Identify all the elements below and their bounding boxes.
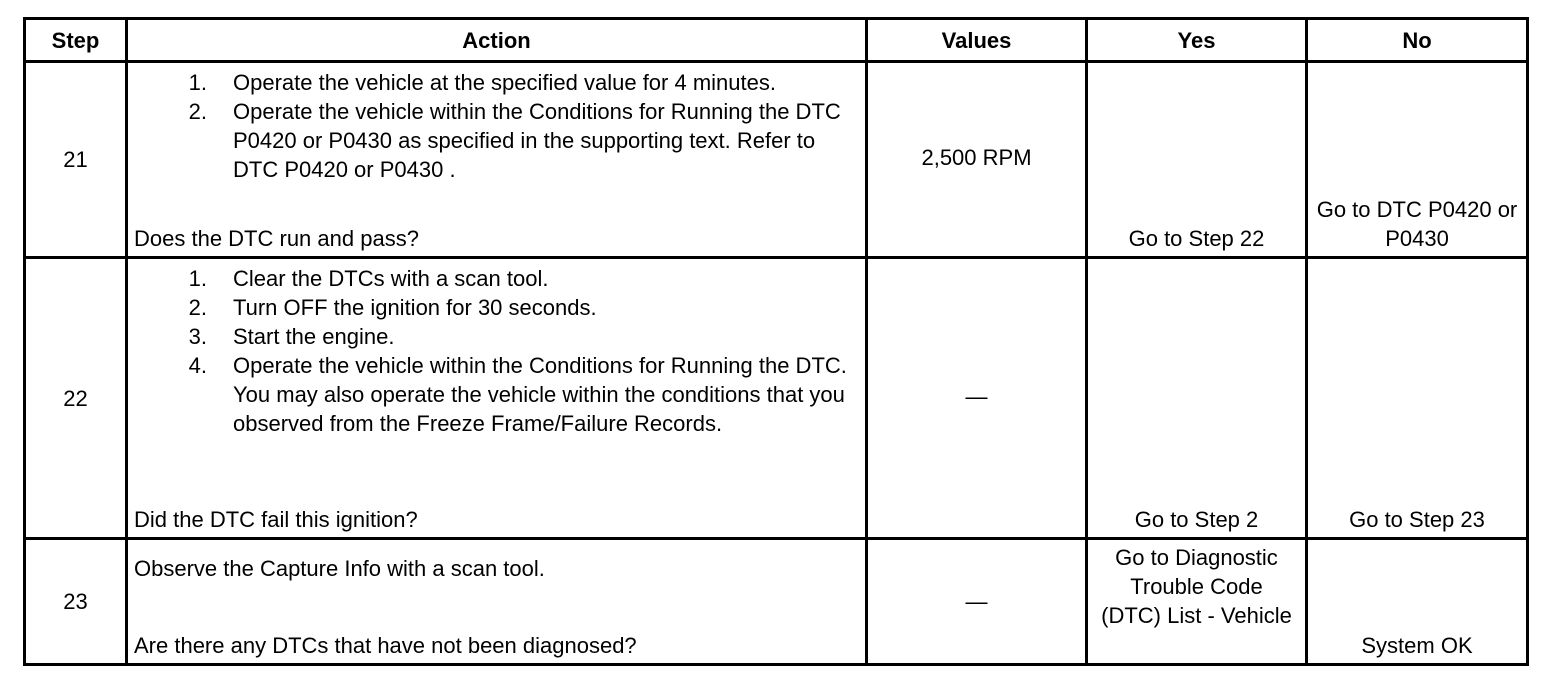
no-cell <box>1307 258 1528 539</box>
yes-link[interactable]: Go to Step 22 <box>1128 226 1265 251</box>
values-cell <box>867 62 1087 258</box>
step-item-text: Operate the vehicle within the Conditions for Running the DTC P0420 or P0430 as specified in the supporting text. Refer to DTC P0420 or P0430 . <box>233 99 841 182</box>
action-question: Does the DTC run and pass? <box>134 226 419 251</box>
yes-cell <box>1087 62 1307 258</box>
list-item <box>128 351 865 438</box>
action-cell <box>127 258 867 539</box>
step-item-text: Operate the vehicle at the specified value for 4 minutes. <box>233 70 776 95</box>
step-item-number: 2. <box>188 99 207 124</box>
step-number: 22 <box>25 258 127 539</box>
header-step: Step <box>25 19 127 62</box>
no-link[interactable]: System OK <box>1361 633 1473 658</box>
value-text: — <box>965 589 988 614</box>
yes-cell <box>1087 258 1307 539</box>
step-item-number: 1. <box>188 266 207 291</box>
table-row <box>25 62 1528 258</box>
table-row <box>25 258 1528 539</box>
list-item <box>128 264 865 293</box>
action-steps <box>128 63 865 184</box>
step-item-text: Turn OFF the ignition for 30 seconds. <box>233 295 597 320</box>
action-instruction: Observe the Capture Info with a scan tool. <box>134 556 545 581</box>
list-item <box>128 293 865 322</box>
value-text: — <box>965 384 988 409</box>
header-values: Values <box>867 19 1087 62</box>
step-item-number: 1. <box>188 70 207 95</box>
no-cell <box>1307 539 1528 665</box>
yes-link[interactable]: Go to Diagnostic Trouble Code (DTC) List - Vehicle <box>1101 545 1292 628</box>
action-cell <box>127 539 867 665</box>
value-text: 2,500 RPM <box>921 145 1032 170</box>
step-item-text: Clear the DTCs with a scan tool. <box>233 266 549 291</box>
step-item-number: 3. <box>188 324 207 349</box>
table-row <box>25 539 1528 665</box>
list-item <box>128 68 865 97</box>
values-cell <box>867 258 1087 539</box>
list-item <box>128 97 865 184</box>
values-cell <box>867 539 1087 665</box>
step-number: 23 <box>25 539 127 665</box>
action-steps <box>128 259 865 438</box>
step-item-number: 4. <box>188 353 207 378</box>
diagnostic-table <box>23 17 1529 666</box>
yes-link[interactable]: Go to Step 2 <box>1134 507 1259 532</box>
no-link[interactable]: Go to DTC P0420 or P0430 <box>1316 197 1518 251</box>
step-item-number: 2. <box>188 295 207 320</box>
action-cell <box>127 62 867 258</box>
step-item-text: Start the engine. <box>233 324 395 349</box>
yes-cell <box>1087 539 1307 665</box>
step-number: 21 <box>25 62 127 258</box>
action-question: Are there any DTCs that have not been diagnosed? <box>134 633 637 658</box>
no-link[interactable]: Go to Step 23 <box>1349 507 1485 532</box>
list-item <box>128 322 865 351</box>
header-action: Action <box>127 19 867 62</box>
action-question: Did the DTC fail this ignition? <box>134 507 418 532</box>
header-row <box>25 19 1528 62</box>
header-yes: Yes <box>1087 19 1307 62</box>
no-cell <box>1307 62 1528 258</box>
step-item-text: Operate the vehicle within the Conditions for Running the DTC. You may also operate the vehicle within the conditions that you observed from the Freeze Frame/Failure Records. <box>233 353 847 436</box>
header-no: No <box>1307 19 1528 62</box>
